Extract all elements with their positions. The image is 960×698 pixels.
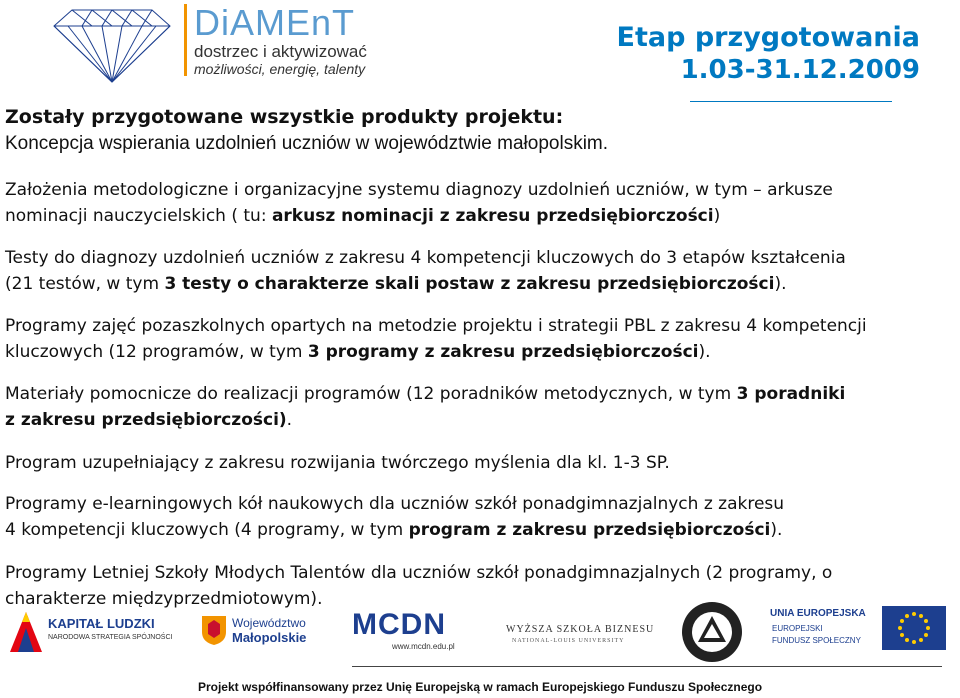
text-span: Materiały pomocnicze do realizacji programów (12 poradników metodycznych, w tym bbox=[5, 384, 737, 404]
stage-title: Etap przygotowania bbox=[616, 22, 920, 53]
text-span: ). bbox=[774, 274, 787, 294]
wsb-sub: NATIONAL-LOUIS UNIVERSITY bbox=[512, 638, 625, 644]
paragraph-creative-program bbox=[5, 450, 955, 476]
paragraph-line bbox=[5, 381, 955, 407]
nlu-seal-icon bbox=[680, 600, 744, 664]
unia-europejska-logo bbox=[770, 600, 948, 660]
diamond-logo bbox=[48, 4, 176, 84]
wyzsza-szkola-biznesu-logo bbox=[506, 618, 655, 648]
bold-span: arkusz nominacji z zakresu przedsiębiorczości bbox=[271, 206, 714, 226]
paragraph-materials bbox=[5, 381, 955, 433]
paragraph-line bbox=[5, 517, 955, 543]
concept-line: Koncepcja wspierania uzdolnień uczniów w województwie małopolskim. bbox=[5, 133, 609, 154]
national-louis-university-seal bbox=[680, 600, 744, 664]
paragraph-line bbox=[5, 407, 955, 433]
eu-flag-icon bbox=[882, 606, 946, 650]
wojewodztwo-malopolskie-logo bbox=[200, 610, 328, 650]
malopolska-crest-icon bbox=[200, 614, 228, 646]
paragraph-line bbox=[5, 271, 955, 297]
paragraph-elearning bbox=[5, 491, 955, 543]
text-span: kluczowych (12 programów, w tym bbox=[5, 342, 308, 362]
kapital-ludzki-subtitle: NARODOWA STRATEGIA SPÓJNOŚCI bbox=[48, 634, 173, 641]
text-span: . bbox=[286, 410, 293, 430]
stage-block bbox=[617, 22, 920, 86]
mcdn-logo bbox=[352, 604, 462, 656]
paragraph-assumptions bbox=[5, 177, 955, 229]
bold-span: z zakresu przedsiębiorczości) bbox=[5, 410, 287, 430]
brand-name: DiAMEnT bbox=[194, 2, 356, 43]
bold-span: program z zakresu przedsiębiorczości bbox=[408, 520, 771, 540]
brand-tagline-1: dostrzec i aktywizować bbox=[194, 42, 367, 61]
bold-span: 3 programy z zakresu przedsiębiorczości bbox=[307, 342, 699, 362]
stage-underline bbox=[690, 101, 892, 102]
footer-divider bbox=[352, 666, 942, 667]
kapital-ludzki-logo bbox=[6, 602, 192, 660]
ue-line-3: FUNDUSZ SPOŁECZNY bbox=[772, 636, 861, 645]
paragraph-tests bbox=[5, 245, 955, 297]
mcdn-url: www.mcdn.edu.pl bbox=[392, 642, 455, 651]
bold-span: 3 poradniki bbox=[736, 384, 846, 404]
paragraph-line: Programy Letniej Szkoły Młodych Talentów dla uczniów szkół ponadgimnazjalnych (2 programy, o bbox=[5, 563, 833, 583]
paragraph-line: Programy zajęć pozaszkolnych opartych na metodzie projektu i strategii PBL z zakresu 4 kompetencji bbox=[5, 316, 867, 336]
wm-line-2: Małopolskie bbox=[232, 630, 307, 645]
text-span: ) bbox=[713, 206, 721, 226]
paragraph-line: Założenia metodologiczne i organizacyjne systemu diagnozy uzdolnień uczniów, w tym – arkusze bbox=[5, 180, 833, 200]
page-heading: Zostały przygotowane wszystkie produkty projektu: bbox=[5, 106, 564, 128]
kapital-ludzki-title: KAPITAŁ LUDZKI bbox=[48, 616, 155, 631]
text-span: ). bbox=[770, 520, 783, 540]
paragraph-line: Programy e-learningowych kół naukowych dla uczniów szkół ponadgimnazjalnych z zakresu bbox=[5, 494, 785, 514]
brand-block bbox=[186, 4, 367, 77]
cofinancing-note: Projekt współfinansowany przez Unię Europejską w ramach Europejskiego Funduszu Społecznego bbox=[197, 680, 763, 694]
paragraph-line bbox=[5, 203, 955, 229]
text-span: (21 testów, w tym bbox=[5, 274, 165, 294]
mcdn-wordmark: MCDN bbox=[352, 608, 446, 641]
paragraph-line: charakterze międzyprzedmiotowym). bbox=[5, 589, 323, 609]
paragraph-line bbox=[5, 339, 955, 365]
ue-line-2: EUROPEJSKI bbox=[772, 624, 823, 633]
kapital-ludzki-icon bbox=[6, 604, 46, 654]
paragraph-programs bbox=[5, 313, 955, 365]
text-span: nominacji nauczycielskich ( tu: bbox=[5, 206, 272, 226]
brand-tagline-2: możliwości, energię, talenty bbox=[194, 61, 366, 77]
text-span: ). bbox=[698, 342, 711, 362]
wm-line-1: Województwo bbox=[232, 616, 306, 630]
wsb-name: WYŻSZA SZKOŁA BIZNESU bbox=[506, 624, 655, 635]
bold-span: 3 testy o charakterze skali postaw z zakresu przedsiębiorczości bbox=[164, 274, 775, 294]
ue-line-1: UNIA EUROPEJSKA bbox=[770, 608, 866, 619]
text-span: 4 kompetencji kluczowych (4 programy, w tym bbox=[5, 520, 409, 540]
stage-dates: 1.03-31.12.2009 bbox=[680, 55, 920, 85]
paragraph-line: Testy do diagnozy uzdolnień uczniów z zakresu 4 kompetencji kluczowych do 3 etapów kształcenia bbox=[5, 248, 846, 268]
paragraph-line: Program uzupełniający z zakresu rozwijania twórczego myślenia dla kl. 1-3 SP. bbox=[5, 453, 670, 473]
